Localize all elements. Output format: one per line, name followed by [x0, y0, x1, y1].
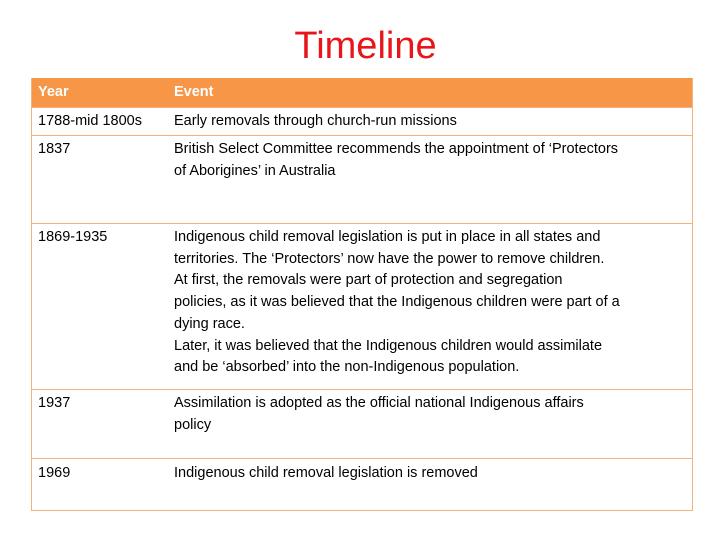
page-title: Timeline: [294, 25, 437, 67]
event-text: Early removals through church-run missions: [174, 113, 457, 129]
event-text: Indigenous child removal legislation is put in place in all states and: [174, 229, 601, 245]
year-cell: 1869-1935: [38, 229, 108, 245]
event-cell: [168, 390, 692, 458]
event-cell: [168, 459, 692, 510]
event-text: and be ‘absorbed’ into the non-Indigenous population.: [174, 359, 520, 376]
table-header-row: [32, 78, 692, 107]
year-cell: 1837: [38, 141, 71, 157]
column-header-year: Year: [38, 84, 69, 101]
event-cell: [168, 136, 692, 223]
table-row: [32, 107, 692, 135]
event-text: of Aborigines’ in Australia: [174, 162, 336, 179]
event-text: Assimilation is adopted as the official national Indigenous affairs: [174, 395, 584, 411]
event-cell: [168, 224, 692, 389]
event-text: At first, the removals were part of protection and segregation: [174, 272, 563, 289]
timeline-table: [31, 78, 693, 511]
column-header-event: Event: [174, 84, 214, 101]
event-text: policy: [174, 416, 212, 433]
table-row: [32, 389, 692, 458]
event-cell: [168, 108, 692, 135]
event-text: territories. The ‘Protectors’ now have the power to remove children.: [174, 250, 605, 267]
event-text: Later, it was believed that the Indigenous children would assimilate: [174, 337, 603, 354]
event-text: dying race.: [174, 315, 245, 332]
event-text: Indigenous child removal legislation is removed: [174, 465, 478, 481]
table-row: [32, 458, 692, 510]
table-row: [32, 223, 692, 389]
year-cell: 1937: [38, 395, 71, 411]
event-text: British Select Committee recommends the appointment of ‘Protectors: [174, 141, 619, 157]
event-text: policies, as it was believed that the Indigenous children were part of a: [174, 294, 620, 311]
year-cell: 1969: [38, 465, 71, 481]
year-cell: 1788-mid 1800s: [38, 113, 142, 129]
table-row: [32, 135, 692, 223]
